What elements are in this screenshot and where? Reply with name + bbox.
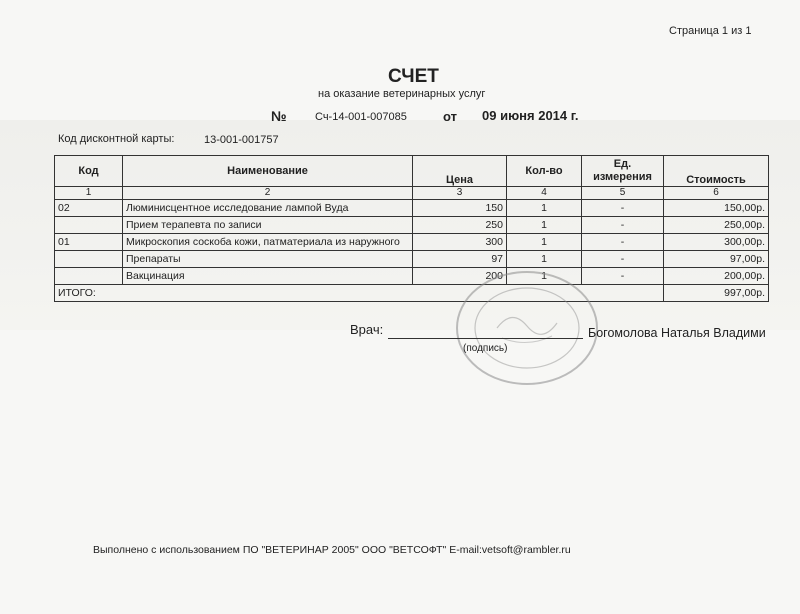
table-row [55,234,769,251]
item-name: Микроскопия соскоба кожи, патматериала из наружного [123,234,413,251]
item-qty: 1 [507,234,582,251]
table-row [55,251,769,268]
item-name: Вакцинация [123,268,413,285]
date-label: от [443,109,457,124]
table-row [55,268,769,285]
item-code [55,251,123,268]
item-name: Препараты [123,251,413,268]
column-header-cost: Стоимость [664,156,769,187]
item-qty: 1 [507,251,582,268]
item-cost: 97,00р. [664,251,769,268]
item-unit: - [582,200,664,217]
column-header-name: Наименование [123,156,413,187]
doctor-role-label: Врач: [350,322,384,337]
column-number: 5 [582,187,664,200]
item-unit: - [582,251,664,268]
item-cost: 200,00р. [664,268,769,285]
item-cost: 300,00р. [664,234,769,251]
item-unit: - [582,268,664,285]
column-number: 6 [664,187,769,200]
document-subtitle: на оказание ветеринарных услуг [318,88,486,100]
item-price: 150 [413,200,507,217]
item-code [55,268,123,285]
item-price: 300 [413,234,507,251]
discount-card-value: 13-001-001757 [204,134,279,146]
column-header-qty: Кол-во [507,156,582,187]
item-qty: 1 [507,217,582,234]
signature-line [388,338,583,339]
item-qty: 1 [507,268,582,285]
table-row [55,217,769,234]
item-name: Люминисцентное исследование лампой Вуда [123,200,413,217]
column-number: 4 [507,187,582,200]
signature-caption: (подпись) [463,343,508,354]
discount-card-label: Код дисконтной карты: [58,133,175,145]
invoice-number: Сч-14-001-007085 [315,111,407,123]
item-cost: 250,00р. [664,217,769,234]
column-number: 1 [55,187,123,200]
column-header-code: Код [55,156,123,187]
total-row [55,285,769,302]
table-row [55,200,769,217]
item-code: 02 [55,200,123,217]
column-number: 2 [123,187,413,200]
item-name: Прием терапевта по записи [123,217,413,234]
item-unit: - [582,217,664,234]
invoice-table [54,155,768,302]
item-code: 01 [55,234,123,251]
invoice-date: 09 июня 2014 г. [482,108,579,123]
item-code [55,217,123,234]
item-unit: - [582,234,664,251]
item-price: 250 [413,217,507,234]
column-header-price: Цена [413,156,507,187]
doctor-name: Богомолова Наталья Владими [588,326,766,340]
item-price: 97 [413,251,507,268]
column-number-row [55,187,769,200]
total-value: 997,00р. [664,285,769,302]
item-cost: 150,00р. [664,200,769,217]
page-number: Страница 1 из 1 [669,25,752,37]
footer-note: Выполнено с использованием ПО "ВЕТЕРИНАР 2005" ООО "ВЕТСОФТ" E-mail:vetsoft@rambler.ru [93,544,571,556]
item-qty: 1 [507,200,582,217]
item-price: 200 [413,268,507,285]
column-header-unit: Ед. измерения [582,156,664,187]
number-label: № [271,108,287,124]
table-header-row [55,156,769,187]
document-title: СЧЕТ [388,66,439,87]
total-label: ИТОГО: [55,285,664,302]
column-number: 3 [413,187,507,200]
